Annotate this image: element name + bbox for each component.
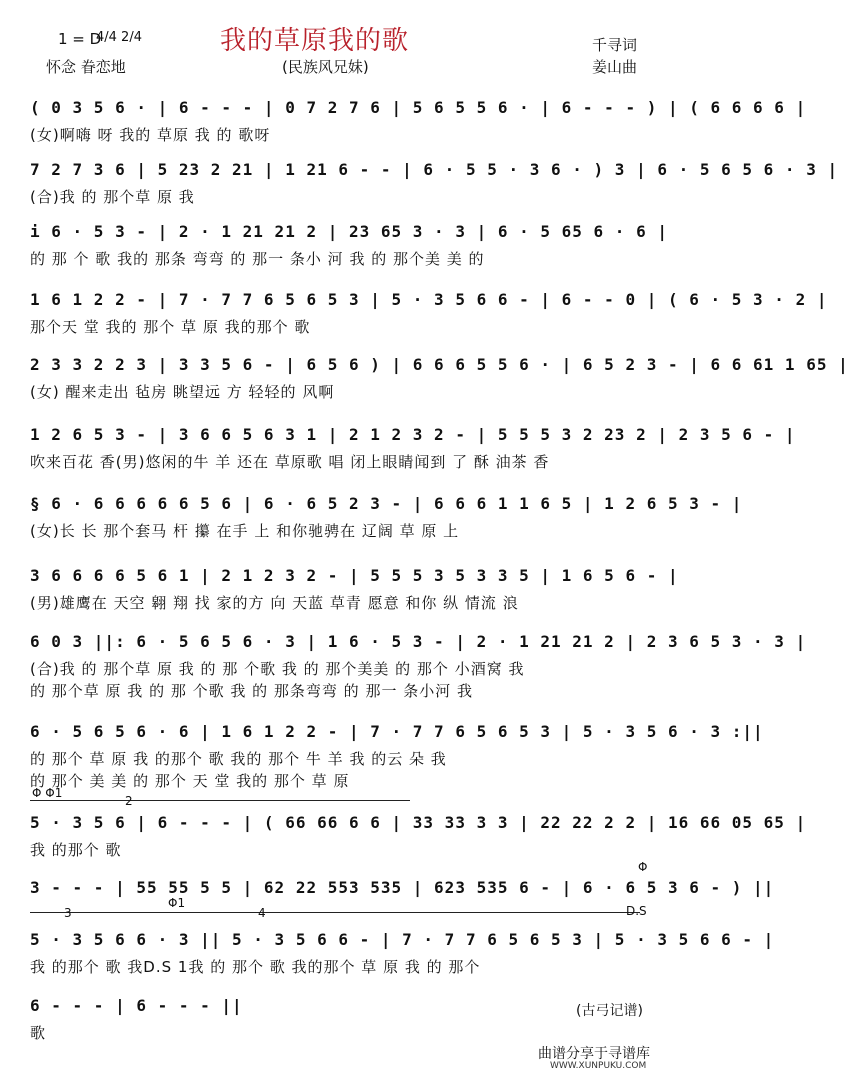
lyric-line: (男)雄鹰在 天空 翱 翔 找 家的方 向 天蓝 草青 愿意 和你 纵 情流 浪 (30, 594, 519, 612)
site-url: WWW.XUNPUKU.COM (550, 1061, 647, 1071)
notation-line: 6 0 3 ||: 6 · 5 6 5 6 · 3 | 1 6 · 5 3 - | 2 · 1 21 21 2 | 2 3 6 5 3 · 3 | (30, 632, 807, 651)
lyric-line: 歌 (30, 1024, 47, 1042)
volta-line (170, 912, 640, 913)
lyric-line: (女)啊嗨 呀 我的 草原 我 的 歌呀 (30, 126, 271, 144)
composer: 姜山曲 (592, 58, 638, 76)
lyricist: 千寻词 (592, 36, 638, 54)
volta-number: 2 (125, 794, 133, 808)
lyric-line: (女)长 长 那个套马 杆 攥 在手 上 和你驰骋在 辽阔 草 原 上 (30, 522, 460, 540)
notation-line: 6 · 5 6 5 6 · 6 | 1 6 1 2 2 - | 7 · 7 7 6 5 6 5 3 | 5 · 3 5 6 · 3 :|| (30, 722, 764, 741)
lyric-line: 吹来百花 香(男)悠闲的牛 羊 还在 草原歌 唱 闭上眼睛闻到 了 酥 油茶 香 (30, 453, 550, 471)
volta-number: 4 (258, 906, 266, 920)
notation-line: 1 6 1 2 2 - | 7 · 7 7 6 5 6 5 3 | 5 · 3 5 6 6 - | 6 - - 0 | ( 6 · 5 3 · 2 | (30, 290, 828, 309)
lyric-line: (女) 醒来走出 毡房 眺望远 方 轻轻的 风啊 (30, 383, 335, 401)
coda-marker: Φ Φ1 (32, 786, 63, 800)
key-signature: 1 = D (58, 30, 102, 48)
lyric-line: 的 那 个 歌 我的 那条 弯弯 的 那一 条小 河 我 的 那个美 美 的 (30, 250, 485, 268)
lyric-line: (合)我 的 那个草 原 我 的 那 个歌 我 的 那个美美 的 那个 小酒窝 我 (30, 660, 525, 678)
lyric-line: (合)我 的 那个草 原 我 (30, 188, 195, 206)
mood: 怀念 眷恋地 (46, 58, 126, 76)
notation-line: 5 · 3 5 6 | 6 - - - | ( 66 66 6 6 | 33 33 3 3 | 22 22 2 2 | 16 66 05 65 | (30, 813, 807, 832)
notation-line: 5 · 3 5 6 6 · 3 || 5 · 3 5 6 6 - | 7 · 7 7 6 5 6 5 3 | 5 · 3 5 6 6 - | (30, 930, 775, 949)
notation-line: 7 2 7 3 6 | 5 23 2 21 | 1 21 6 - - | 6 · 5 5 · 3 6 · ) 3 | 6 · 5 6 5 6 · 3 | (30, 160, 839, 179)
volta-number: 3 (64, 906, 72, 920)
ds-marker: D.S (626, 904, 647, 918)
lyric-line: 我 的那个 歌 我D.S 1我 的 那个 歌 我的那个 草 原 我 的 那个 (30, 958, 481, 976)
lyric-line: 那个天 堂 我的 那个 草 原 我的那个 歌 (30, 318, 311, 336)
notation-line: 3 - - - | 55 55 5 5 | 62 22 553 535 | 623 535 6 - | 6 · 6 5 3 6 - ) || (30, 878, 775, 897)
lyric-line: 的 那个 草 原 我 的那个 歌 我的 那个 牛 羊 我 的云 朵 我 (30, 750, 447, 768)
notation-line: 2 3 3 2 2 3 | 3 3 5 6 - | 6 5 6 ) | 6 6 6 5 5 6 · | 6 5 2 3 - | 6 6 61 1 65 | (30, 355, 849, 374)
notation-line: 1 2 6 5 3 - | 3 6 6 5 6 3 1 | 2 1 2 3 2 - | 5 5 5 3 2 23 2 | 2 3 5 6 - | (30, 425, 796, 444)
notation-line: ( 0 3 5 6 · | 6 - - - | 0 7 2 7 6 | 5 6 5 5 6 · | 6 - - - ) | ( 6 6 6 6 | (30, 98, 807, 117)
subtitle: (民族风兄妹) (282, 58, 369, 76)
volta-line (30, 800, 410, 801)
lyric-line: 我 的那个 歌 (30, 841, 122, 859)
notation-line: 3 6 6 6 6 5 6 1 | 2 1 2 3 2 - | 5 5 5 3 5 3 3 5 | 1 6 5 6 - | (30, 566, 679, 585)
site-label: 曲谱分享于寻谱库 (538, 1046, 650, 1062)
notation-line: i 6 · 5 3 - | 2 · 1 21 21 2 | 23 65 3 · 3 | 6 · 5 65 6 · 6 | (30, 222, 668, 241)
coda-marker: Φ (638, 860, 648, 874)
title: 我的草原我的歌 (220, 26, 410, 56)
notation-line: 6 - - - | 6 - - - || (30, 996, 243, 1015)
notation-line: § 6 · 6 6 6 6 6 5 6 | 6 · 6 5 2 3 - | 6 6 6 1 1 6 5 | 1 2 6 5 3 - | (30, 494, 743, 513)
time-signature: 4/4 2/4 (96, 30, 142, 45)
coda-marker: Φ1 (168, 896, 186, 910)
notation-note: (古弓记谱) (576, 1003, 643, 1019)
lyric-line: 的 那个 美 美 的 那个 天 堂 我的 那个 草 原 (30, 772, 350, 790)
lyric-line: 的 那个草 原 我 的 那 个歌 我 的 那条弯弯 的 那一 条小河 我 (30, 682, 473, 700)
